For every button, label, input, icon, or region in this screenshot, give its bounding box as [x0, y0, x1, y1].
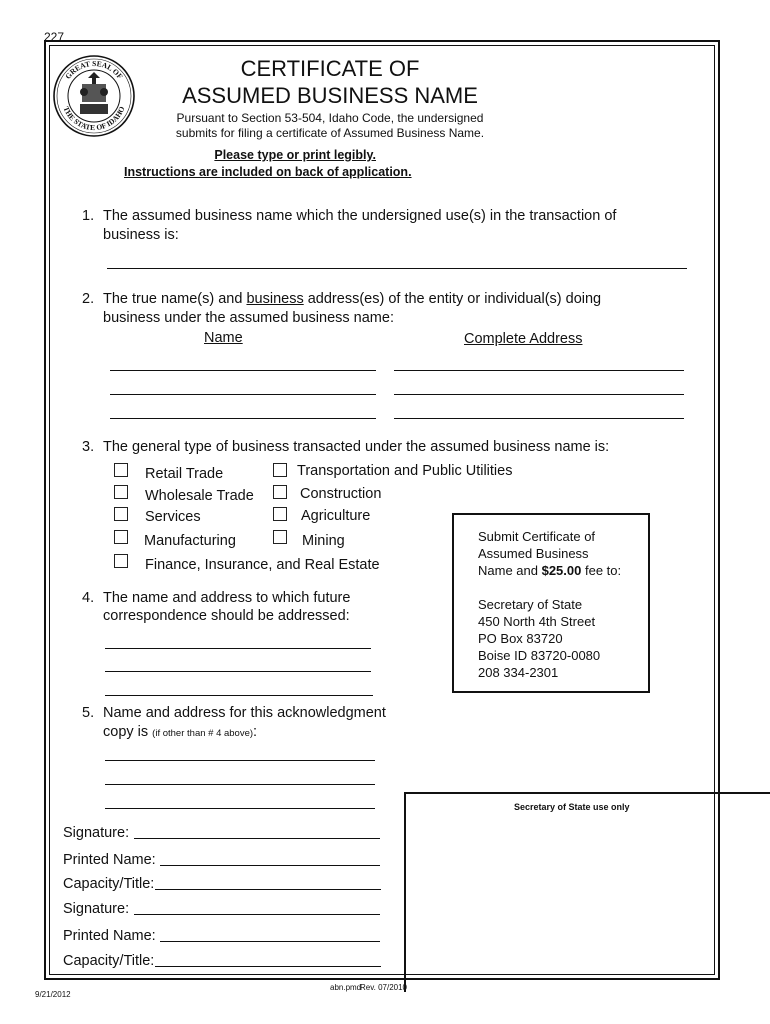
checkbox-services[interactable]	[114, 507, 128, 521]
q2-address-line-2[interactable]	[394, 394, 684, 395]
checkbox-retail-trade[interactable]	[114, 463, 128, 477]
submit-line1: Submit Certificate of	[478, 529, 596, 544]
q1-text-line1: The assumed business name which the undersigned use(s) in the transaction of	[103, 208, 617, 224]
submit-address-street: 450 North 4th Street	[478, 614, 596, 629]
form-title-line2: ASSUMED BUSINESS NAME	[182, 83, 478, 108]
label-finance-insurance-real-estate: Finance, Insurance, and Real Estate	[145, 557, 380, 573]
q4-number: 4.	[82, 590, 95, 606]
submit-line3: Name and $25.00 fee to:	[478, 563, 622, 578]
q5-text-line1: Name and address for this acknowledgment	[103, 705, 386, 721]
q4-answer-line-3[interactable]	[105, 695, 373, 696]
capacity-title-line-1[interactable]	[155, 889, 381, 890]
q2-text-line2: business under the assumed business name:	[103, 310, 394, 326]
q2-name-line-2[interactable]	[110, 394, 376, 395]
submit-phone: 208 334-2301	[478, 665, 559, 680]
q2-address-line-1[interactable]	[394, 370, 684, 371]
label-agriculture: Agriculture	[301, 508, 371, 524]
label-transportation-utilities: Transportation and Public Utilities	[297, 463, 513, 479]
label-manufacturing: Manufacturing	[144, 533, 236, 549]
q2-column-address: Complete Address	[464, 331, 583, 347]
q5-text-line2: copy is (if other than # 4 above):	[103, 724, 258, 740]
checkbox-transportation-utilities[interactable]	[273, 463, 287, 477]
subtitle-line1: Pursuant to Section 53-504, Idaho Code, the undersigned	[176, 111, 484, 125]
q2-column-name: Name	[204, 330, 243, 346]
signature-line-2[interactable]	[134, 914, 380, 915]
capacity-title-label-2: Capacity/Title:	[63, 953, 155, 969]
filing-fee: $25.00	[541, 563, 582, 578]
q5-answer-line-2[interactable]	[105, 784, 375, 785]
q4-answer-line-1[interactable]	[105, 648, 371, 649]
signature-line-1[interactable]	[134, 838, 380, 839]
submit-line2: Assumed Business	[478, 546, 589, 561]
q5-answer-line-1[interactable]	[105, 760, 375, 761]
submit-instructions-box	[452, 513, 650, 693]
q4-text-line2: correspondence should be addressed:	[103, 608, 350, 624]
label-wholesale-trade: Wholesale Trade	[145, 488, 254, 504]
checkbox-construction[interactable]	[273, 485, 287, 499]
label-mining: Mining	[302, 533, 345, 549]
subtitle-line2: submits for filing a certificate of Assumed Business Name.	[175, 126, 485, 140]
form-title-line1: CERTIFICATE OF	[240, 56, 420, 81]
checkbox-wholesale-trade[interactable]	[114, 485, 128, 499]
printed-name-line-2[interactable]	[160, 941, 380, 942]
label-services: Services	[145, 509, 201, 525]
q2-number: 2.	[82, 291, 95, 307]
q1-number: 1.	[82, 208, 95, 224]
seal-text-bottom: THE STATE OF IDAHO	[61, 105, 127, 133]
printed-name-label-2: Printed Name:	[63, 928, 156, 944]
sos-use-only-box	[404, 792, 770, 992]
footer-file-name: abn.pmd	[330, 983, 362, 992]
capacity-title-label-1: Capacity/Title:	[63, 876, 155, 892]
footer-date: 9/21/2012	[35, 990, 71, 999]
checkbox-mining[interactable]	[273, 530, 287, 544]
label-retail-trade: Retail Trade	[145, 466, 224, 482]
q1-text-line2: business is:	[103, 227, 179, 243]
signature-label-2: Signature:	[63, 901, 130, 917]
q5-answer-line-3[interactable]	[105, 808, 375, 809]
submit-address-pobox: PO Box 83720	[478, 631, 563, 646]
q2-text-line1: The true name(s) and business address(es) of the entity or individual(s) doing	[103, 291, 602, 307]
printed-name-label-1: Printed Name:	[63, 852, 156, 868]
q3-number: 3.	[82, 439, 95, 455]
form-number: 227	[44, 30, 65, 44]
q4-answer-line-2[interactable]	[105, 671, 371, 672]
q3-text: The general type of business transacted under the assumed business name is:	[103, 439, 610, 455]
label-construction: Construction	[300, 486, 382, 502]
footer-revision: Rev. 07/2010	[360, 983, 407, 992]
submit-address-city: Boise ID 83720-0080	[478, 648, 601, 663]
instructions-line2: Instructions are included on back of application.	[124, 165, 412, 179]
checkbox-agriculture[interactable]	[273, 507, 287, 521]
signature-label-1: Signature:	[63, 825, 130, 841]
q1-answer-line[interactable]	[107, 268, 687, 269]
q2-name-line-3[interactable]	[110, 418, 376, 419]
seal-text-top: GREAT SEAL OF	[63, 58, 125, 81]
q4-text-line1: The name and address to which future	[103, 590, 351, 606]
q2-name-line-1[interactable]	[110, 370, 376, 371]
printed-name-line-1[interactable]	[160, 865, 380, 866]
sos-use-only-label: Secretary of State use only	[514, 802, 630, 812]
submit-address-office: Secretary of State	[478, 597, 583, 612]
checkbox-manufacturing[interactable]	[114, 530, 128, 544]
instructions-line1: Please type or print legibly.	[214, 148, 376, 162]
capacity-title-line-2[interactable]	[155, 966, 381, 967]
checkbox-finance-insurance-real-estate[interactable]	[114, 554, 128, 568]
q2-address-line-3[interactable]	[394, 418, 684, 419]
q5-number: 5.	[82, 705, 95, 721]
